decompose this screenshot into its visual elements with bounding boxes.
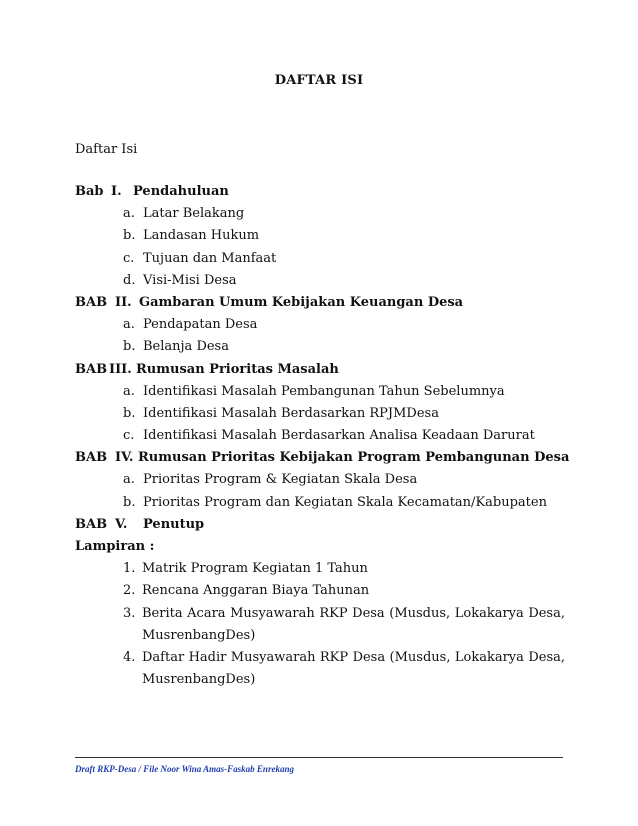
item-marker: b.	[123, 339, 136, 355]
list-item	[75, 492, 565, 514]
item-text: Latar Belakang	[143, 206, 245, 222]
chapter-number: V.	[115, 516, 128, 532]
item-marker: 2.	[123, 583, 136, 599]
item-text: Daftar Hadir Musyawarah RKP Desa (Musdus, Lokakarya Desa, MusrenbangDes)	[142, 649, 565, 688]
list-item	[75, 336, 565, 358]
chapter-keyword: BAB	[75, 516, 108, 532]
appendix-heading: Lampiran :	[75, 539, 155, 554]
chapter-number: III.	[109, 361, 132, 377]
page-title: DAFTAR ISI	[274, 73, 364, 88]
item-marker: a.	[123, 317, 135, 333]
table-of-contents	[75, 181, 570, 691]
chapter-heading	[75, 292, 565, 314]
item-marker: b.	[123, 494, 136, 510]
appendix-item	[75, 580, 565, 602]
chapter-title: Rumusan Prioritas Kebijakan Program Pembangunan Desa	[138, 450, 570, 466]
item-text: Rencana Anggaran Biaya Tahunan	[142, 583, 370, 599]
item-text: Berita Acara Musyawarah RKP Desa (Musdus, Lokakarya Desa, MusrenbangDes)	[142, 605, 565, 643]
page-footer: Draft RKP-Desa / File Noor Wina Amas-Faskab Enrekang	[75, 764, 294, 774]
list-item	[75, 203, 565, 225]
item-text: Prioritas Program & Kegiatan Skala Desa	[143, 472, 418, 488]
item-text: Identifikasi Masalah Pembangunan Tahun Sebelumnya	[143, 383, 505, 399]
chapter-keyword: BAB	[75, 450, 108, 466]
item-text: Identifikasi Masalah Berdasarkan RPJMDesa	[143, 405, 439, 421]
chapter-number: IV.	[115, 450, 134, 466]
item-marker: c.	[123, 428, 135, 444]
chapter-keyword: BAB	[75, 294, 108, 310]
chapter-title: Rumusan Prioritas Masalah	[136, 361, 339, 377]
appendix-item	[75, 558, 565, 580]
appendix-item	[75, 647, 565, 691]
chapter-heading	[75, 181, 565, 203]
chapter-title: Gambaran Umum Kebijakan Keuangan Desa	[139, 294, 464, 310]
item-marker: 1.	[123, 561, 136, 577]
appendix-item	[75, 603, 565, 647]
list-item	[75, 403, 565, 425]
chapter-heading	[75, 514, 565, 536]
list-item	[75, 225, 565, 247]
item-marker: a.	[123, 206, 135, 222]
item-marker: a.	[123, 472, 135, 488]
chapter-heading	[75, 447, 570, 469]
chapter-number: I.	[111, 184, 122, 199]
item-text: Prioritas Program dan Kegiatan Skala Kecamatan/Kabupaten	[143, 494, 547, 510]
chapter-number: II.	[115, 294, 132, 310]
item-text: Identifikasi Masalah Berdasarkan Analisa Keadaan Darurat	[143, 428, 535, 444]
item-marker: b.	[123, 228, 136, 244]
chapter-keyword: Bab	[75, 184, 104, 199]
item-marker: c.	[123, 250, 135, 266]
list-item	[75, 469, 565, 491]
intro-entry: Daftar Isi	[75, 142, 138, 157]
item-marker: a.	[123, 383, 135, 399]
item-text: Visi-Misi Desa	[143, 272, 237, 288]
footer-divider	[75, 757, 563, 758]
item-text: Matrik Program Kegiatan 1 Tahun	[142, 561, 368, 577]
list-item	[75, 270, 565, 292]
chapter-title: Pendahuluan	[133, 184, 229, 199]
item-marker: d.	[123, 272, 136, 288]
item-marker: b.	[123, 405, 136, 421]
item-text: Landasan Hukum	[143, 228, 260, 244]
item-text: Pendapatan Desa	[143, 317, 258, 333]
item-text: Belanja Desa	[143, 339, 229, 355]
item-marker: 3.	[123, 605, 136, 621]
list-item	[75, 381, 565, 403]
list-item	[75, 425, 565, 447]
chapter-heading	[75, 359, 565, 381]
item-marker: 4.	[123, 649, 136, 665]
list-item	[75, 248, 565, 270]
chapter-title: Penutup	[143, 516, 205, 532]
list-item	[75, 314, 565, 336]
item-text: Tujuan dan Manfaat	[143, 250, 277, 266]
chapter-keyword: BAB	[75, 361, 108, 377]
